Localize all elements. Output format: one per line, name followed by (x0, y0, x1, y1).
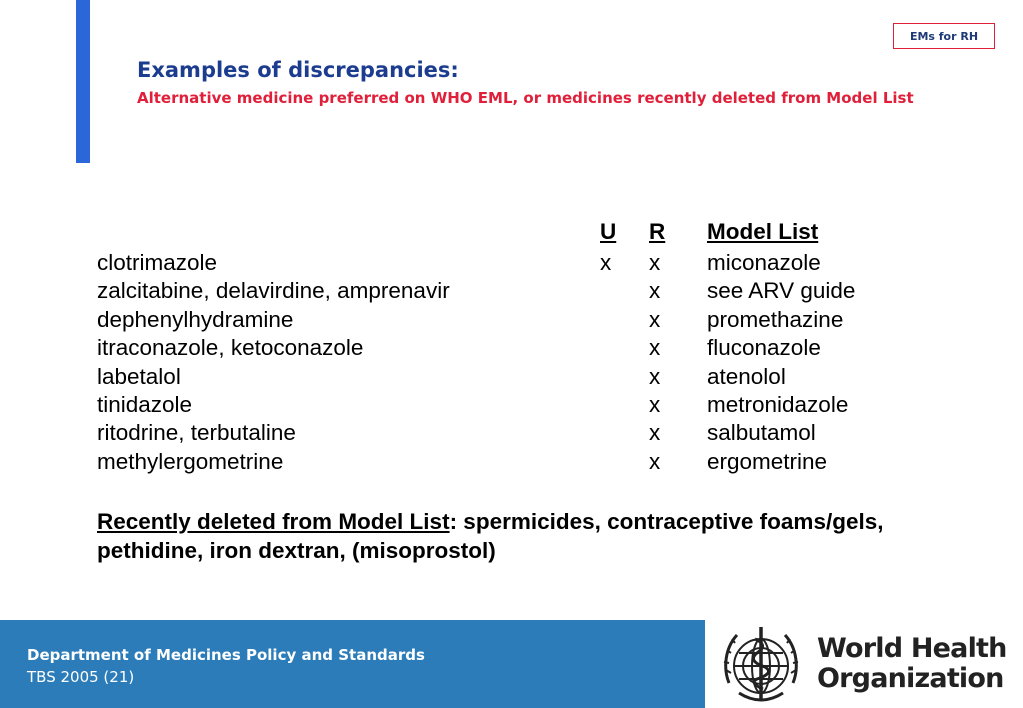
drug-name: zalcitabine, delavirdine, amprenavir (97, 278, 450, 304)
model-list-drug: salbutamol (707, 420, 816, 446)
u-mark: x (600, 250, 612, 275)
drug-name: clotrimazole (97, 250, 218, 275)
who-emblem-icon (719, 623, 803, 705)
model-list-drug: metronidazole (707, 391, 849, 417)
r-mark: x (649, 448, 661, 474)
model-list-drug: see ARV guide (707, 278, 856, 304)
who-wordmark (817, 634, 1007, 694)
who-wordmark-line1: World Health (817, 633, 1007, 664)
model-list-drug: miconazole (707, 250, 821, 275)
drug-name: methylergometrine (97, 448, 284, 474)
r-mark: x (649, 363, 661, 389)
drug-name: labetalol (97, 363, 181, 389)
r-mark: x (649, 250, 661, 275)
page-title: Examples of discrepancies: (137, 58, 459, 82)
who-wordmark-line2: Organization (817, 663, 1004, 694)
drug-name: ritodrine, terbutaline (97, 420, 296, 446)
department-name: Department of Medicines Policy and Standards (27, 646, 425, 664)
accent-bar (76, 0, 90, 163)
r-mark: x (649, 306, 661, 332)
r-mark: x (649, 335, 661, 361)
drug-name: tinidazole (97, 391, 193, 417)
model-list-drug: atenolol (707, 363, 786, 389)
recently-deleted-list: : spermicides, contraceptive foams/gels, pethidine, iron dextran, (misoprostol) (97, 509, 884, 563)
page-subtitle: Alternative medicine preferred on WHO EML, or medicines recently deleted from Model List (137, 89, 914, 107)
recently-deleted-label: Recently deleted from Model List (97, 509, 450, 534)
model-list-drug: ergometrine (707, 448, 828, 474)
model-list-drug: promethazine (707, 306, 844, 332)
topic-tag: EMs for RH (893, 23, 995, 49)
r-mark: x (649, 420, 661, 446)
model-list-drug: fluconazole (707, 335, 821, 361)
header-model-list: Model List (707, 219, 819, 244)
recently-deleted-note (97, 507, 917, 565)
drug-name: dephenylhydramine (97, 306, 294, 332)
who-logo (705, 620, 1023, 708)
r-mark: x (649, 278, 661, 304)
presentation-code: TBS 2005 (21) (27, 668, 135, 686)
r-mark: x (649, 391, 661, 417)
header-u: U (600, 219, 617, 244)
header-r: R (649, 219, 666, 244)
drug-name: itraconazole, ketoconazole (97, 335, 364, 361)
